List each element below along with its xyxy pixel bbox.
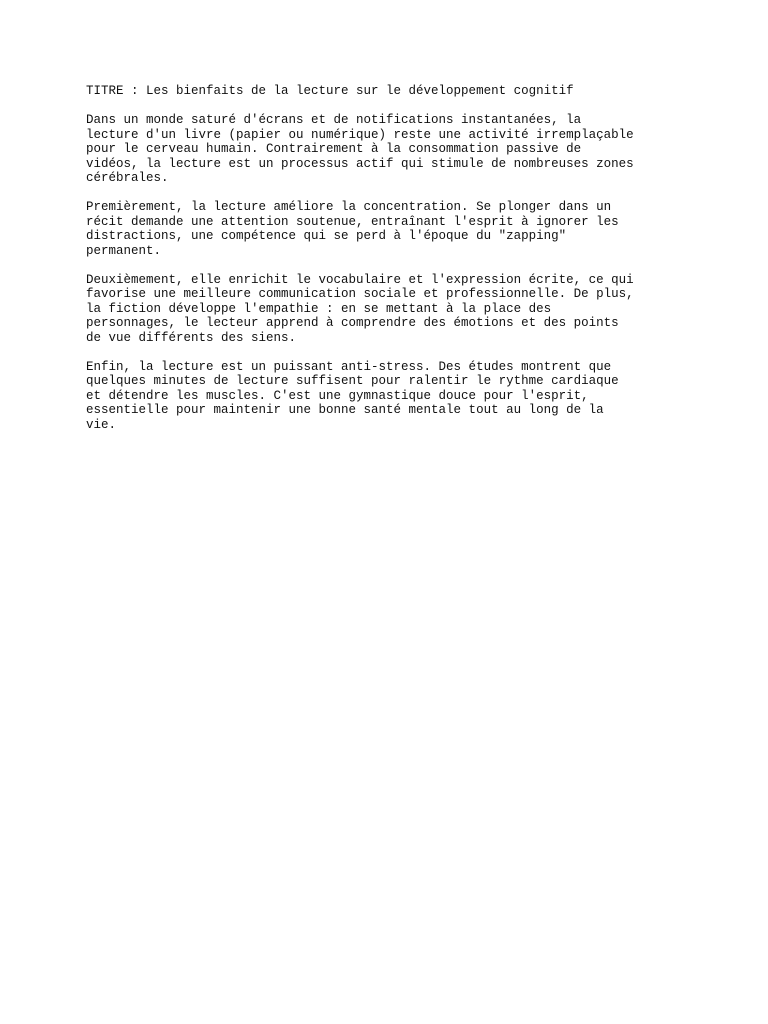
text-line: récit demande une attention soutenue, entraînant l'esprit à ignorer les — [86, 214, 619, 229]
paragraph-second — [86, 273, 686, 346]
text-line: favorise une meilleure communication sociale et professionnelle. De plus, — [86, 287, 634, 301]
text-line: la fiction développe l'empathie : en se mettant à la place des — [86, 301, 552, 316]
text-line: vie. — [86, 417, 117, 432]
title-line: TITRE : Les bienfaits de la lecture sur le développement cognitif — [86, 84, 574, 98]
text-line: de vue différents des siens. — [86, 330, 297, 345]
text-line: et détendre les muscles. C'est une gymnastique douce pour l'esprit, — [86, 388, 589, 403]
text-line: quelques minutes de lecture suffisent pour ralentir le rythme cardiaque — [86, 374, 619, 388]
text-line: Deuxièmement, elle enrichit le vocabulaire et l'expression écrite, ce qui — [86, 272, 634, 287]
text-line: Enfin, la lecture est un puissant anti-stress. Des études montrent que — [86, 359, 612, 374]
text-line: personnages, le lecteur apprend à comprendre des émotions et des points — [86, 316, 619, 330]
text-line: Dans un monde saturé d'écrans et de notifications instantanées, la — [86, 113, 582, 127]
text-line: distractions, une compétence qui se perd à l'époque du "zapping" — [86, 229, 567, 243]
text-line: vidéos, la lecture est un processus actif qui stimule de nombreuses zones — [86, 156, 634, 171]
paragraph-first — [86, 200, 686, 258]
text-line: pour le cerveau humain. Contrairement à la consommation passive de — [86, 142, 582, 156]
text-line: cérébrales. — [86, 171, 169, 185]
paragraph-intro — [86, 113, 686, 186]
text-line: Premièrement, la lecture améliore la concentration. Se plonger dans un — [86, 200, 612, 214]
text-line: essentielle pour maintenir une bonne santé mentale tout au long de la — [86, 403, 604, 417]
text-line: lecture d'un livre (papier ou numérique) reste une activité irremplaçable — [86, 127, 634, 142]
document-title — [86, 84, 686, 99]
text-line: permanent. — [86, 243, 162, 258]
document-page — [86, 84, 686, 447]
paragraph-finally — [86, 360, 686, 433]
